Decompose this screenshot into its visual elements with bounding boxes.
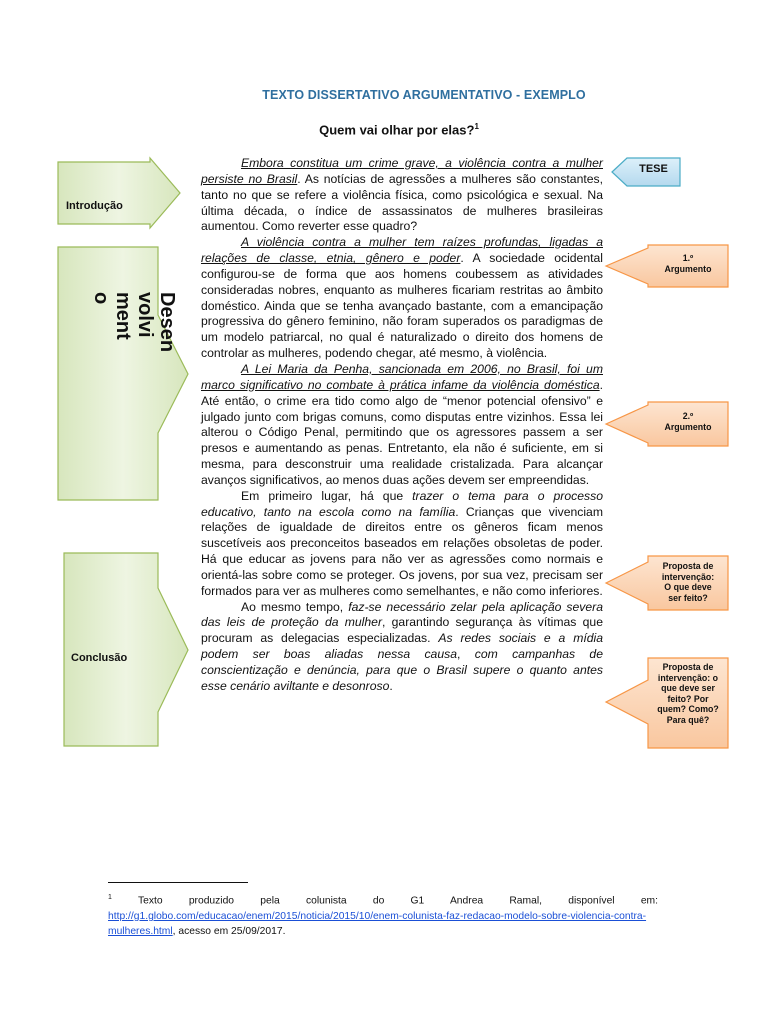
footnote-number: 1 xyxy=(108,894,112,901)
argument-2-text: A Lei Maria da Penha, sancionada em 2006, no Brasil, foi um marco significativo no combate à prática infame da violência doméstica xyxy=(201,361,603,392)
prop1-label: Proposta de intervenção: O que deve ser feito? xyxy=(661,561,715,603)
paragraph-introduction xyxy=(201,156,603,235)
p5-mid2: , xyxy=(456,647,475,662)
proposal-3-text: As redes sociais e a mídia podem ser boas aliadas nessa causa xyxy=(201,631,603,662)
proposal-1-text: trazer o tema para o processo educativo, tanto na escola como na família xyxy=(201,488,603,519)
p3-rest: . Até então, o crime era tido como algo de “menor potencial ofensivo” e julgado junto com brigas comuns, como disputas entre vizinhos. Essa lei alterou o Código Penal, permitindo que os agressores passem a ser presos e aumentando as penas. Entretanto, ela não é suficiente, em si mesma, para desconstruir uma realidade cristalizada. Para alcançar avanços significativos, ao menos duas ações devem ser empreendidas. xyxy=(201,377,603,487)
intro-arrow-shape xyxy=(58,158,180,228)
p5-end: . xyxy=(389,678,393,693)
essay-title-text: Quem vai olhar por elas? xyxy=(319,122,475,138)
footnote-link[interactable]: http://g1.globo.com/educacao/enem/2015/noticia/2015/10/enem-colunista-faz-redacao-modelo-sobre-violencia-contra-mulheres.html xyxy=(108,910,647,938)
proposal-4-text: com campanhas de conscientização e denúncia, para que o Brasil supere o quanto antes esse cenário aviltante e desonroso xyxy=(201,647,603,693)
p5-mid: , garantindo segurança às vítimas que procuram as delegacias especializadas. xyxy=(201,615,603,646)
proposal-2-text: faz-se necessário zelar pela aplicação severa das leis de proteção da mulher xyxy=(201,599,603,630)
tese-label: TESE xyxy=(639,163,668,175)
p1-rest: . As notícias de agressões a mulheres são constantes, tanto no que se refere a violência física, como psicológica e sexual. Na última década, o índice de assassinatos de mulheres brasileiras aumentou. Como reverter esse quadro? xyxy=(201,171,603,234)
footnote-ref: 1 xyxy=(474,122,479,131)
arg1-label: 1.º Argumento xyxy=(664,253,712,274)
footnote-separator xyxy=(108,882,248,883)
p2-rest: . A sociedade ocidental configurou-se de forma que aos homens coubessem as atividades consideradas nobres, enquanto as mulheres ficariam restritas ao âmbito doméstico. Ainda que se tenha avançado bastante, com a emancipação progressiva do gênero feminino, não foram superados os paradigmas de um modelo patriarcal, no qual é naturalizado o direito dos homens de controlar as mulheres, podendo chegar, até mesmo, à violência. xyxy=(201,251,603,361)
arg2-label: 2.º Argumento xyxy=(664,411,712,432)
prop2-label: Proposta de intervenção: o que deve ser feito? Por quem? Como? Para quê? xyxy=(657,662,719,725)
footnote-text: Texto produzido pela colunista do G1 Andrea Ramal, disponível em: xyxy=(137,895,658,907)
essay-body xyxy=(201,156,603,695)
intro-label: Introdução xyxy=(66,200,123,212)
paragraph-argument-2 xyxy=(201,362,603,489)
footnote xyxy=(108,890,658,940)
paragraph-conclusion-1 xyxy=(201,489,603,600)
argument-1-text: A violência contra a mulher tem raízes profundas, ligadas a relações de classe, etnia, gênero e poder xyxy=(201,235,603,266)
paragraph-conclusion-2 xyxy=(201,600,603,695)
document-title: TEXTO DISSERTATIVO ARGUMENTATIVO - EXEMPLO xyxy=(262,88,586,102)
development-label: Desen volvi ment o xyxy=(90,292,178,353)
conclusion-label: Conclusão xyxy=(71,652,128,664)
paragraph-argument-1 xyxy=(201,235,603,362)
p4-rest: . Crianças que vivenciam relações de igualdade de direitos entre os gêneros ficam menos suscetíveis aos preconceitos baseados em relações obsoletas de poder. Há que educar as jovens para não ver as agressões como normais e orientá-las sobre como se proteger. Os jovens, por sua vez, precisam ser formados para ver as mulheres como semelhantes, e não como inferiores. xyxy=(201,504,603,598)
p4-lead: Em primeiro lugar, há que xyxy=(241,488,413,503)
conclusion-arrow-shape xyxy=(64,553,188,746)
thesis-text: Embora constitua um crime grave, a violência contra a mulher persiste no Brasil xyxy=(201,156,603,186)
p5-lead: Ao mesmo tempo, xyxy=(241,599,349,614)
footnote-suffix: , acesso em 25/09/2017. xyxy=(172,926,286,938)
